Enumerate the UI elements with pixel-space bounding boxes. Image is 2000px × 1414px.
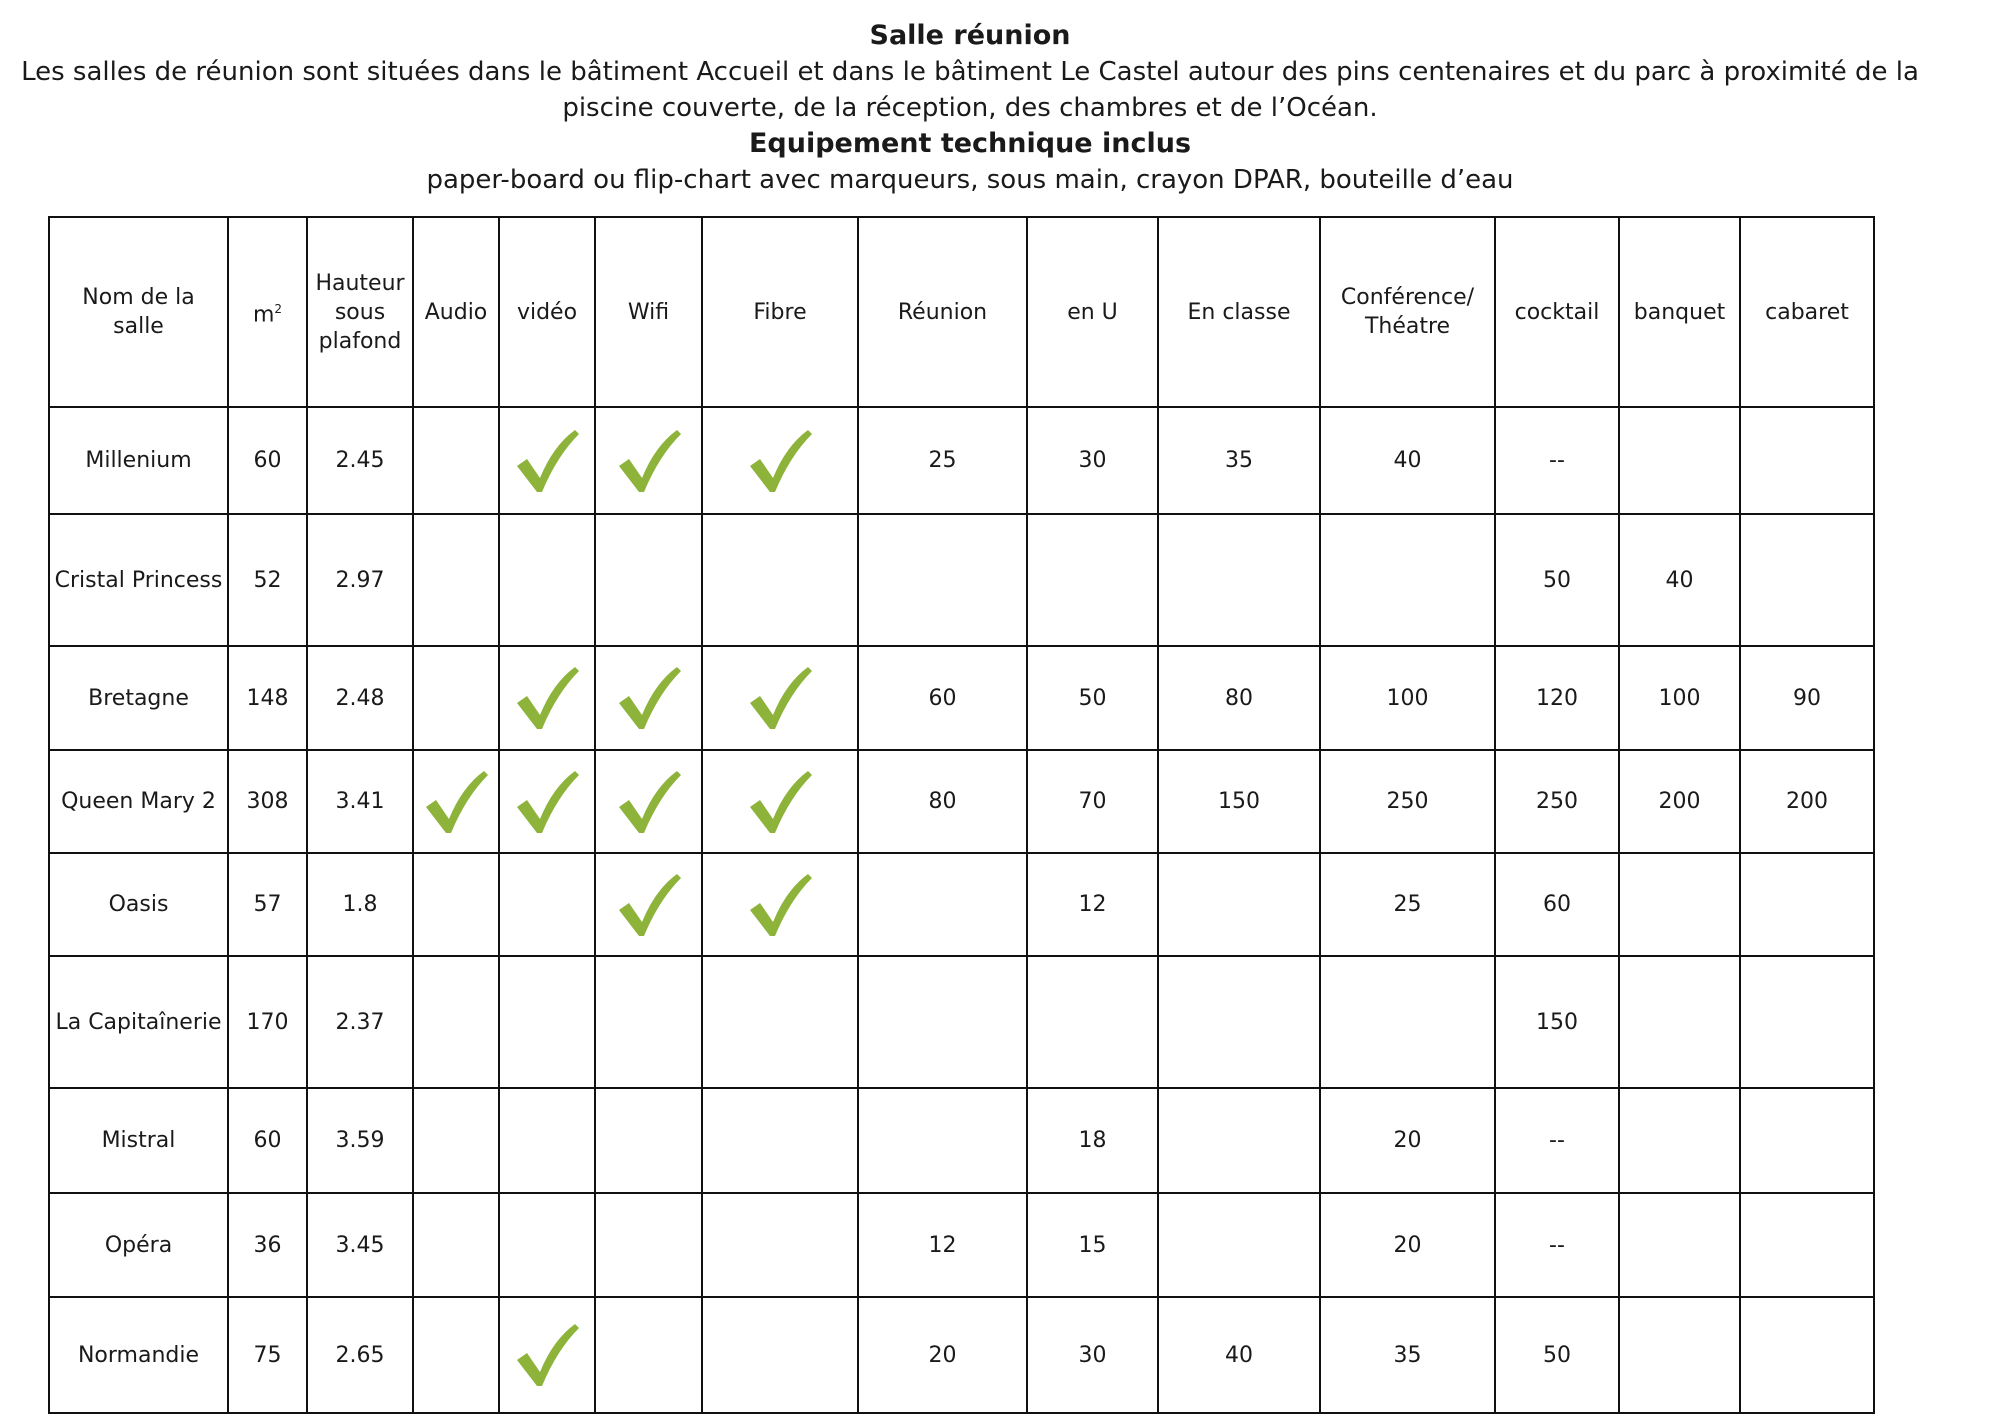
cell-conference: 40 <box>1320 407 1495 514</box>
checkmark-icon <box>746 426 814 496</box>
cell-wifi <box>595 1088 702 1193</box>
table-row <box>49 1088 1874 1193</box>
cell-en_classe: 35 <box>1158 407 1320 514</box>
cell-reunion: 20 <box>858 1297 1027 1413</box>
cell-en_classe <box>1158 1193 1320 1297</box>
cell-m2: 57 <box>228 853 307 956</box>
rooms-table <box>48 216 1875 1414</box>
cell-en_classe <box>1158 853 1320 956</box>
cell-hauteur: 3.41 <box>307 750 413 853</box>
cell-en_classe <box>1158 1088 1320 1193</box>
cell-video <box>499 407 595 514</box>
cell-banquet: 100 <box>1619 646 1740 750</box>
room-name: La Capitaînerie <box>49 956 228 1088</box>
cell-cabaret <box>1740 1193 1874 1297</box>
m2-superscript: 2 <box>274 301 283 316</box>
checkmark-icon <box>615 767 683 837</box>
cell-reunion <box>858 514 1027 646</box>
cell-fibre <box>702 956 858 1088</box>
cell-banquet <box>1619 407 1740 514</box>
checkmark-icon <box>746 870 814 940</box>
cell-wifi <box>595 407 702 514</box>
cell-cocktail: -- <box>1495 1088 1619 1193</box>
table-row <box>49 646 1874 750</box>
cell-cocktail: 250 <box>1495 750 1619 853</box>
table-row <box>49 750 1874 853</box>
cell-conference: 20 <box>1320 1193 1495 1297</box>
checkmark-icon <box>746 663 814 733</box>
room-name: Opéra <box>49 1193 228 1297</box>
cell-reunion: 80 <box>858 750 1027 853</box>
cell-cabaret <box>1740 514 1874 646</box>
cell-cocktail: 50 <box>1495 514 1619 646</box>
cell-wifi <box>595 750 702 853</box>
cell-wifi <box>595 646 702 750</box>
cell-fibre <box>702 514 858 646</box>
cell-video <box>499 750 595 853</box>
cell-reunion <box>858 853 1027 956</box>
cell-fibre <box>702 1193 858 1297</box>
checkmark-icon <box>513 663 581 733</box>
cell-en_u <box>1027 956 1158 1088</box>
column-header: banquet <box>1619 217 1740 407</box>
cell-en_classe: 80 <box>1158 646 1320 750</box>
column-header: Conférence/ Théatre <box>1320 217 1495 407</box>
cell-en_u: 18 <box>1027 1088 1158 1193</box>
cell-hauteur: 2.65 <box>307 1297 413 1413</box>
cell-fibre <box>702 1088 858 1193</box>
cell-audio <box>413 853 499 956</box>
cell-cocktail: -- <box>1495 1193 1619 1297</box>
cell-en_classe <box>1158 514 1320 646</box>
cell-wifi <box>595 1193 702 1297</box>
cell-video <box>499 646 595 750</box>
cell-video <box>499 853 595 956</box>
cell-reunion: 25 <box>858 407 1027 514</box>
cell-conference: 100 <box>1320 646 1495 750</box>
cell-banquet: 40 <box>1619 514 1740 646</box>
column-header: Hauteur sous plafond <box>307 217 413 407</box>
intro-paragraph: Les salles de réunion sont situées dans le bâtiment Accueil et dans le bâtiment Le Castel autour des pins centenaires et du parc à proximité de la piscine couverte, de la réception, des chambres et de l’Océan. <box>21 57 1919 123</box>
cell-en_u <box>1027 514 1158 646</box>
cell-en_u: 15 <box>1027 1193 1158 1297</box>
room-name: Normandie <box>49 1297 228 1413</box>
table-row <box>49 853 1874 956</box>
cell-reunion <box>858 1088 1027 1193</box>
cell-wifi <box>595 514 702 646</box>
cell-en_classe: 40 <box>1158 1297 1320 1413</box>
cell-conference: 20 <box>1320 1088 1495 1193</box>
cell-audio <box>413 1297 499 1413</box>
equipment-text: paper-board ou flip-chart avec marqueurs, sous main, crayon DPAR, bouteille d’eau <box>426 165 1514 195</box>
room-name: Queen Mary 2 <box>49 750 228 853</box>
table-row <box>49 514 1874 646</box>
cell-audio <box>413 407 499 514</box>
cell-video <box>499 1088 595 1193</box>
cell-audio <box>413 750 499 853</box>
column-header: Nom de la salle <box>49 217 228 407</box>
cell-fibre <box>702 853 858 956</box>
cell-en_u: 30 <box>1027 1297 1158 1413</box>
cell-reunion <box>858 956 1027 1088</box>
cell-banquet <box>1619 1193 1740 1297</box>
cell-wifi <box>595 853 702 956</box>
table-row <box>49 1297 1874 1413</box>
checkmark-icon <box>513 1320 581 1390</box>
checkmark-icon <box>615 663 683 733</box>
table-row <box>49 956 1874 1088</box>
cell-hauteur: 2.97 <box>307 514 413 646</box>
cell-en_classe <box>1158 956 1320 1088</box>
room-name: Oasis <box>49 853 228 956</box>
cell-audio <box>413 1088 499 1193</box>
checkmark-icon <box>513 426 581 496</box>
cell-cocktail: 50 <box>1495 1297 1619 1413</box>
cell-wifi <box>595 956 702 1088</box>
column-header-m2: m <box>252 302 275 328</box>
room-name: Millenium <box>49 407 228 514</box>
cell-cabaret <box>1740 853 1874 956</box>
cell-video <box>499 1193 595 1297</box>
cell-cocktail: -- <box>1495 407 1619 514</box>
column-header <box>228 217 307 407</box>
cell-en_u: 50 <box>1027 646 1158 750</box>
cell-hauteur: 2.37 <box>307 956 413 1088</box>
room-name: Mistral <box>49 1088 228 1193</box>
cell-m2: 170 <box>228 956 307 1088</box>
cell-audio <box>413 956 499 1088</box>
cell-audio <box>413 1193 499 1297</box>
column-header: Audio <box>413 217 499 407</box>
cell-cabaret <box>1740 1088 1874 1193</box>
cell-banquet <box>1619 853 1740 956</box>
cell-m2: 52 <box>228 514 307 646</box>
cell-hauteur: 1.8 <box>307 853 413 956</box>
column-header: vidéo <box>499 217 595 407</box>
column-header: En classe <box>1158 217 1320 407</box>
column-header: Fibre <box>702 217 858 407</box>
cell-hauteur: 2.48 <box>307 646 413 750</box>
table-row <box>49 407 1874 514</box>
cell-en_u: 12 <box>1027 853 1158 956</box>
cell-reunion: 60 <box>858 646 1027 750</box>
cell-cabaret <box>1740 407 1874 514</box>
cell-en_u: 30 <box>1027 407 1158 514</box>
cell-cocktail: 60 <box>1495 853 1619 956</box>
cell-fibre <box>702 646 858 750</box>
cell-m2: 36 <box>228 1193 307 1297</box>
equipment-title: Equipement technique inclus <box>748 128 1192 159</box>
cell-en_u: 70 <box>1027 750 1158 853</box>
document-header <box>0 18 1940 198</box>
table-header-row <box>49 217 1874 407</box>
cell-video <box>499 1297 595 1413</box>
column-header: Wifi <box>595 217 702 407</box>
cell-en_classe: 150 <box>1158 750 1320 853</box>
room-name: Bretagne <box>49 646 228 750</box>
cell-audio <box>413 514 499 646</box>
cell-hauteur: 3.59 <box>307 1088 413 1193</box>
page-title: Salle réunion <box>869 20 1071 51</box>
cell-m2: 60 <box>228 407 307 514</box>
cell-reunion: 12 <box>858 1193 1027 1297</box>
cell-cocktail: 120 <box>1495 646 1619 750</box>
cell-banquet <box>1619 1297 1740 1413</box>
cell-hauteur: 3.45 <box>307 1193 413 1297</box>
cell-video <box>499 956 595 1088</box>
cell-wifi <box>595 1297 702 1413</box>
checkmark-icon <box>746 767 814 837</box>
cell-conference: 25 <box>1320 853 1495 956</box>
cell-hauteur: 2.45 <box>307 407 413 514</box>
cell-fibre <box>702 407 858 514</box>
checkmark-icon <box>615 870 683 940</box>
cell-cabaret: 200 <box>1740 750 1874 853</box>
cell-cabaret: 90 <box>1740 646 1874 750</box>
cell-banquet <box>1619 1088 1740 1193</box>
cell-m2: 148 <box>228 646 307 750</box>
table-row <box>49 1193 1874 1297</box>
cell-m2: 308 <box>228 750 307 853</box>
cell-video <box>499 514 595 646</box>
checkmark-icon <box>422 767 490 837</box>
cell-banquet: 200 <box>1619 750 1740 853</box>
cell-m2: 75 <box>228 1297 307 1413</box>
cell-cabaret <box>1740 1297 1874 1413</box>
cell-cocktail: 150 <box>1495 956 1619 1088</box>
checkmark-icon <box>513 767 581 837</box>
cell-cabaret <box>1740 956 1874 1088</box>
cell-banquet <box>1619 956 1740 1088</box>
cell-audio <box>413 646 499 750</box>
cell-conference: 35 <box>1320 1297 1495 1413</box>
cell-fibre <box>702 750 858 853</box>
cell-conference <box>1320 514 1495 646</box>
checkmark-icon <box>615 426 683 496</box>
cell-conference: 250 <box>1320 750 1495 853</box>
cell-conference <box>1320 956 1495 1088</box>
cell-m2: 60 <box>228 1088 307 1193</box>
column-header: en U <box>1027 217 1158 407</box>
room-name: Cristal Princess <box>49 514 228 646</box>
column-header: cocktail <box>1495 217 1619 407</box>
column-header: Réunion <box>858 217 1027 407</box>
cell-fibre <box>702 1297 858 1413</box>
column-header: cabaret <box>1740 217 1874 407</box>
